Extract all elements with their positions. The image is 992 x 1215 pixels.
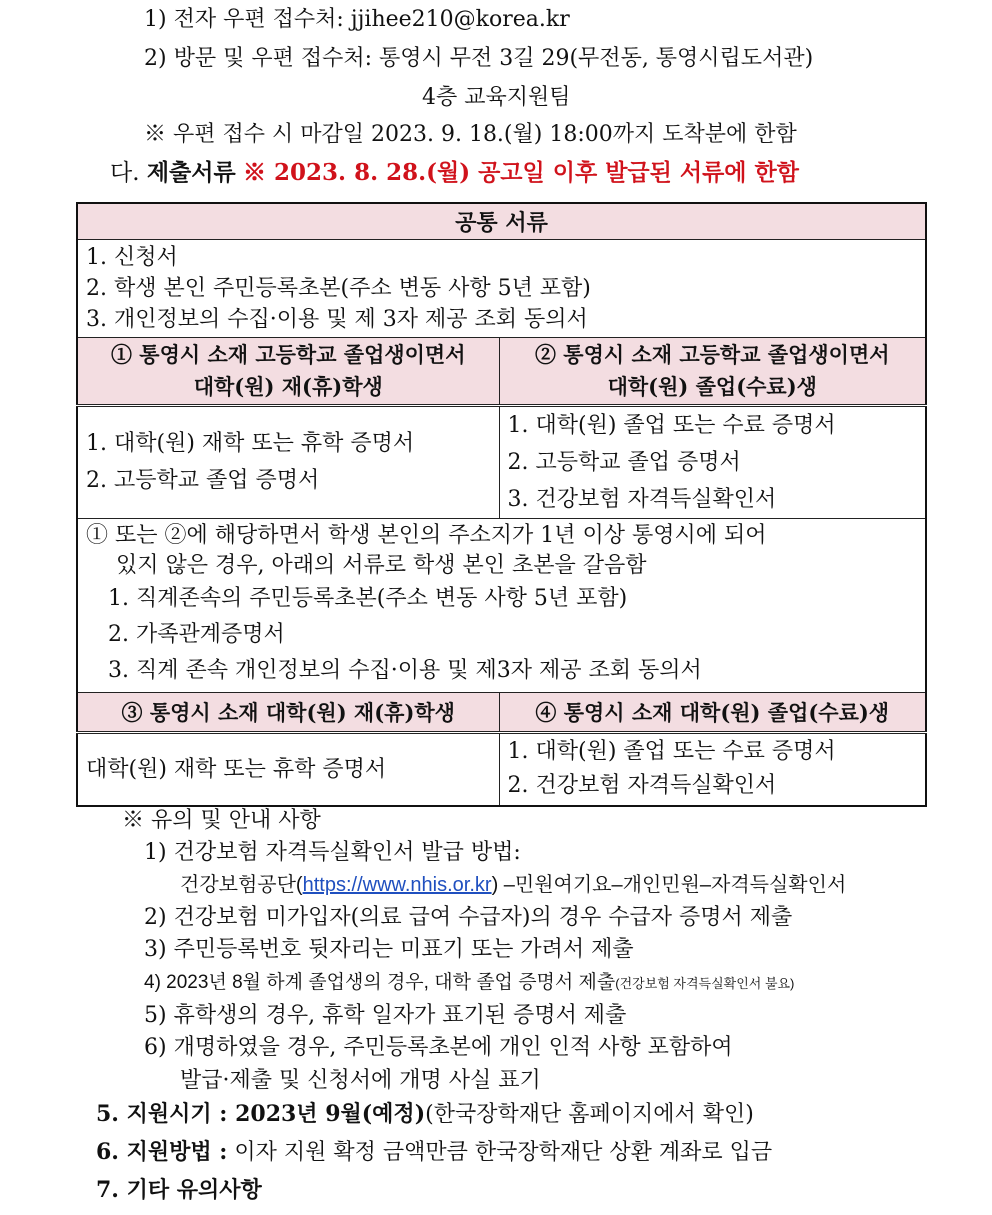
common-docs-header: 공통 서류 [77,203,926,239]
reception-visit-line [144,44,813,74]
note-6: 6) 개명하였을 경우, 주민등록초본에 개인 인적 사항 포함하여 [144,1035,733,1060]
note-text: 4) 2023년 8월 하계 졸업생의 경우, 대학 졸업 증명서 제출 [144,972,616,993]
list-item: 1. 대학(원) 재학 또는 휴학 증명서 [86,431,415,456]
list-item: 2. 학생 본인 주민등록초본(주소 변동 사항 5년 포함) [86,275,591,301]
alternative-docs [77,518,926,692]
category-4-docs [499,732,926,806]
note-6-cont: 발급·제출 및 신청서에 개명 사실 표기 [180,1068,541,1093]
list-item: 1. 직계존속의 주민등록초본(주소 변동 사항 5년 포함) [108,586,628,611]
list-item: 2. 가족관계증명서 [108,622,285,647]
visit-address: 방문 및 우편 접수처: 통영시 무전 3길 29(무전동, 통영시립도서관) [173,46,814,71]
list-item: 1. 대학(원) 졸업 또는 수료 증명서 [507,412,836,438]
item-number: 1) [144,7,167,32]
list-item: 2. 고등학교 졸업 증명서 [507,449,741,475]
section-label: 6. 지원방법 : [96,1139,228,1165]
header-line: 대학(원) 재(휴)학생 [193,373,383,399]
email-label: 전자 우편 접수처: [173,7,344,32]
list-item: 3. 건강보험 자격득실확인서 [507,486,777,512]
item-number: 2) [144,46,167,71]
documents-table [76,202,927,807]
nhis-link[interactable]: https://www.nhis.or.kr [302,874,492,896]
deadline-note: ※ 우편 접수 시 마감일 2023. 9. 18.(월) 18:00까지 도착분에 한함 [144,122,797,147]
note-1: 1) 건강보험 자격득실확인서 발급 방법: [144,840,521,865]
section-text: (한국장학재단 홈페이지에서 확인) [425,1102,754,1127]
note-small: (건강보험 자격득실확인서 불요) [615,976,795,991]
section-label: 7. 기타 유의사항 [96,1177,262,1203]
section-title: 제출서류 [146,159,236,186]
category-2-docs [499,405,926,518]
list-item: 1. 대학(원) 졸업 또는 수료 증명서 [507,739,836,765]
category-3-docs [77,732,499,806]
category-4-header: ④ 통영시 소재 대학(원) 졸업(수료)생 [499,692,926,732]
note-2: 2) 건강보험 미가입자(의료 급여 수급자)의 경우 수급자 증명서 제출 [144,905,793,930]
reception-email-line [144,5,570,35]
notes-title: ※ 유의 및 안내 사항 [122,808,321,833]
section-title-documents [110,158,799,188]
category-1-docs [77,405,499,518]
category-3-header: ③ 통영시 소재 대학(원) 재(휴)학생 [77,692,499,732]
common-docs-list [77,239,926,337]
list-item: 1. 신청서 [86,244,178,270]
visit-address-cont: 4층 교육지원팀 [422,85,571,110]
section-label: 5. 지원시기 : 2023년 9월(예정) [96,1101,426,1127]
category-2-header [499,337,926,405]
alt-intro: ① 또는 ②에 해당하면서 학생 본인의 주소지가 1년 이상 통영시에 되어 [86,523,767,548]
note-4 [144,968,794,999]
list-item: 3. 개인정보의 수집·이용 및 제 3자 제공 조회 동의서 [86,306,588,332]
list-item: 3. 직계 존속 개인정보의 수집·이용 및 제3자 제공 조회 동의서 [108,658,702,683]
header-line: 대학(원) 졸업(수료)생 [607,373,817,399]
category-1-header [77,337,499,405]
note-1-cont [180,870,846,900]
list-item: 2. 건강보험 자격득실확인서 [507,773,777,799]
list-item: 대학(원) 재학 또는 휴학 증명서 [86,756,387,782]
note-text: ) –민원여기요–개인민원–자격득실확인서 [491,874,847,896]
header-line: ② 통영시 소재 고등학교 졸업생이면서 [534,341,890,367]
header-line: ① 통영시 소재 고등학교 졸업생이면서 [110,341,466,367]
section-6 [96,1137,772,1168]
list-item: 2. 고등학교 졸업 증명서 [86,468,320,493]
email-address: jjihee210@korea.kr [350,7,570,32]
section-prefix: 다. [110,160,140,186]
alt-intro: 있지 않은 경우, 아래의 서류로 학생 본인 초본을 갈음함 [116,553,647,578]
section-7 [96,1175,262,1206]
section-text: 이자 지원 확정 금액만큼 한국장학재단 상환 계좌로 입금 [234,1140,773,1165]
note-text: 건강보험공단( [180,874,303,896]
note-5: 5) 휴학생의 경우, 휴학 일자가 표기된 증명서 제출 [144,1003,627,1028]
issue-date-notice: ※ 2023. 8. 28.(월) 공고일 이후 발급된 서류에 한함 [243,159,799,186]
section-5 [96,1099,754,1130]
note-3: 3) 주민등록번호 뒷자리는 미표기 또는 가려서 제출 [144,937,634,962]
